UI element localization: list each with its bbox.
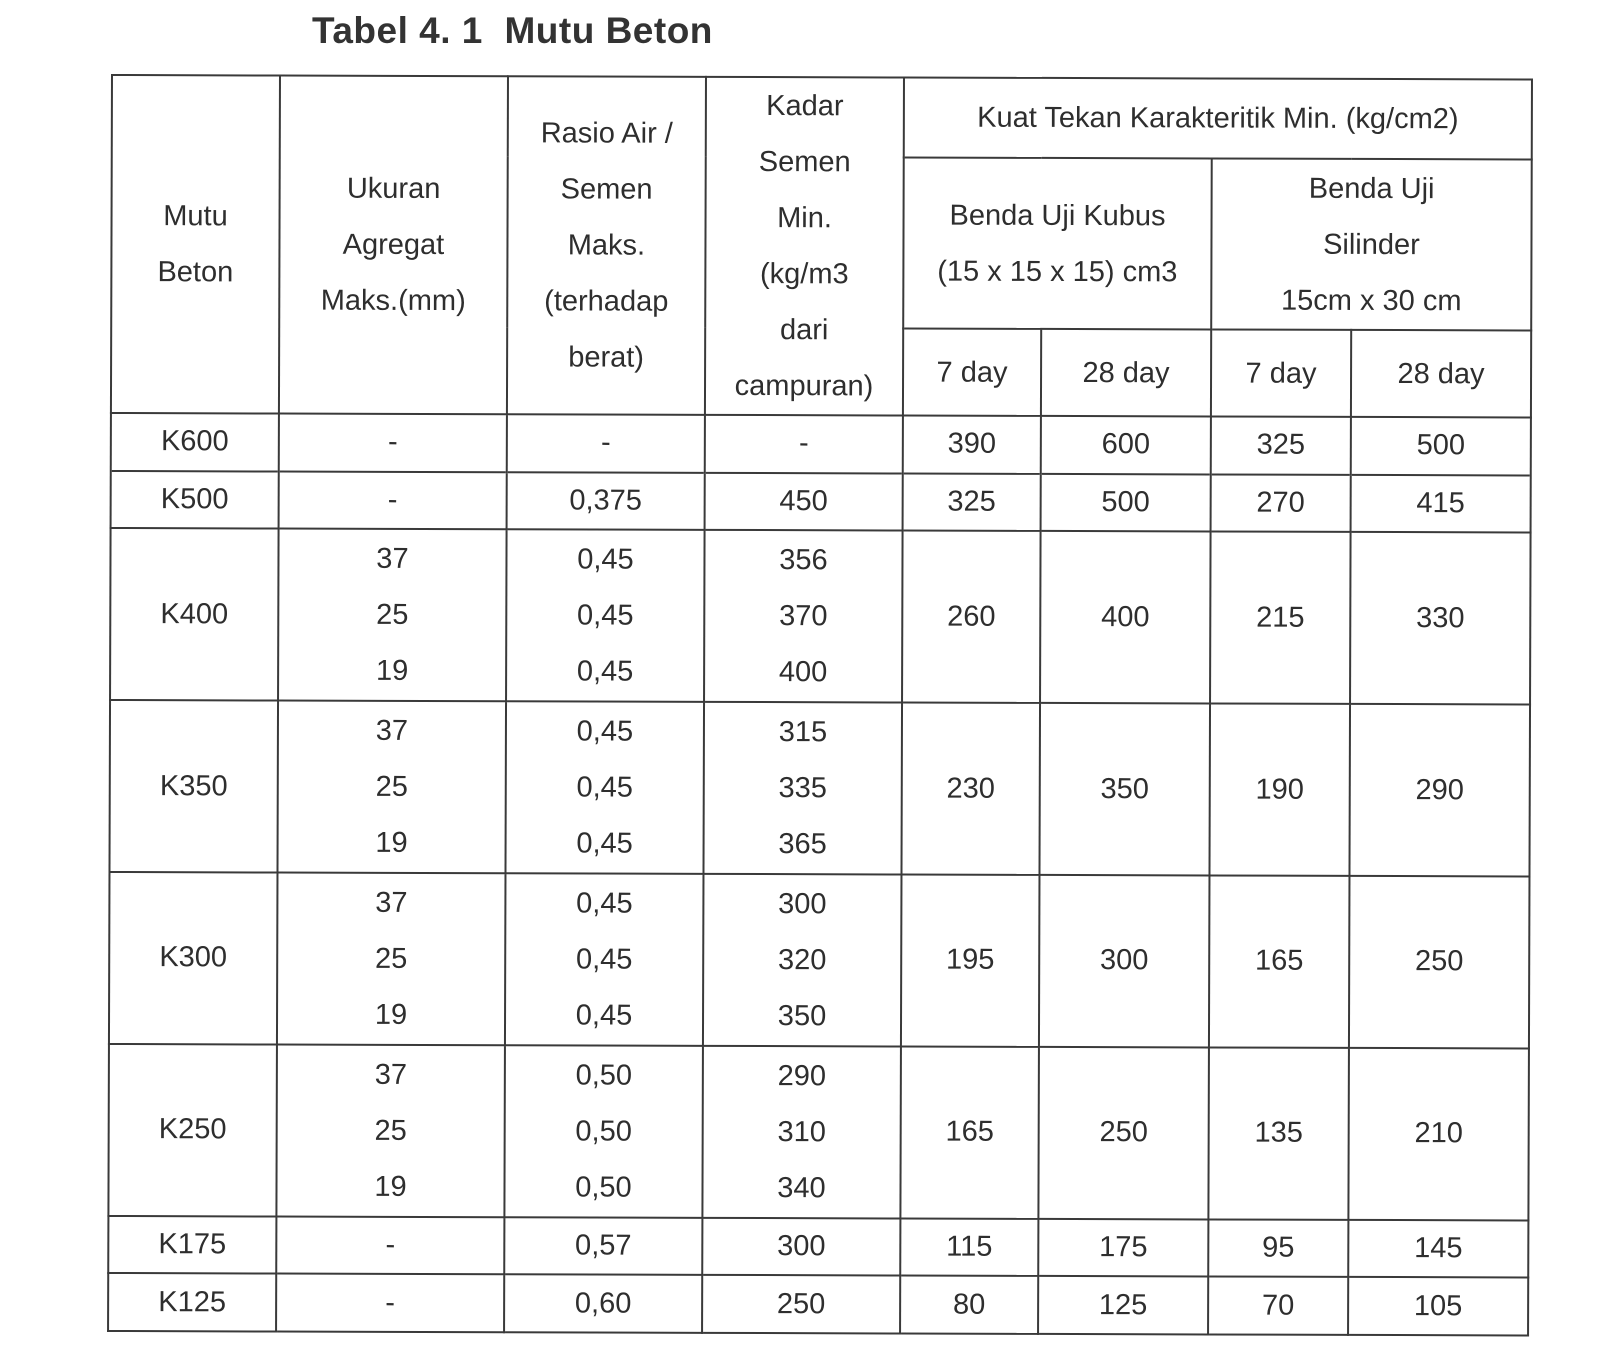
cell-mutu: K250 (108, 1044, 277, 1216)
cell-ukuran (276, 1044, 505, 1217)
header-silinder-7-day: 7 day (1211, 330, 1351, 417)
cell-kubus-7: 115 (900, 1218, 1038, 1276)
header-kadar-line-5: dari (779, 314, 829, 347)
cell-value: 335 (778, 772, 827, 805)
header-silinder-line-3: 15cm x 30 cm (1280, 284, 1462, 318)
cell-mutu: K500 (111, 471, 279, 529)
header-ukuran-agregat-line-1: Ukuran (346, 172, 441, 206)
cell-value: 25 (376, 599, 409, 632)
cell-value: 356 (779, 544, 828, 577)
cell-rasio (506, 529, 705, 701)
cell-value: 400 (778, 656, 828, 689)
header-ukuran-agregat-line-3: Maks.(mm) (320, 284, 466, 318)
cell-silinder-7: 270 (1211, 474, 1351, 532)
cell-mutu: K350 (109, 700, 278, 872)
cell-mutu: K300 (109, 872, 278, 1044)
header-rasio-line-1: Rasio Air / (540, 117, 673, 150)
cell-kubus-28: 400 (1040, 531, 1211, 703)
cell-value: 37 (375, 714, 409, 747)
cell-silinder-28: 500 (1351, 417, 1531, 475)
header-kubus-line-1: Benda Uji Kubus (949, 199, 1166, 233)
cell-value: 0,45 (576, 887, 633, 920)
cell-value: 290 (777, 1059, 827, 1093)
cell-silinder-28: 105 (1348, 1277, 1528, 1335)
cell-value: 370 (779, 600, 828, 633)
header-kubus-line-2: (15 x 15 x 15) cm3 (937, 255, 1178, 289)
cell-value: 315 (778, 716, 828, 749)
cell-ukuran (277, 872, 506, 1045)
cell-rasio (505, 701, 704, 873)
header-mutu-beton (111, 75, 280, 414)
cell-value: 310 (777, 1115, 826, 1149)
cell-kadar (703, 874, 902, 1046)
cell-value: 0,50 (575, 1115, 632, 1148)
cell-silinder-7: 135 (1208, 1047, 1349, 1219)
header-silinder-line-1: Benda Uji (1308, 172, 1435, 206)
cell-value: 365 (778, 828, 827, 861)
header-rasio-line-3: Maks. (567, 229, 646, 262)
header-benda-uji-kubus (903, 158, 1212, 330)
table-row (111, 413, 1531, 475)
cell-silinder-7: 325 (1211, 416, 1351, 474)
cell-value: 25 (374, 1114, 407, 1147)
cell-ukuran (277, 701, 506, 874)
cell-ukuran: - (276, 1274, 504, 1332)
header-kubus-28-day: 28 day (1041, 329, 1211, 416)
cell-silinder-28: 330 (1350, 532, 1531, 704)
cell-silinder-7: 190 (1209, 704, 1350, 876)
header-kadar-semen (705, 77, 904, 416)
cell-ukuran: - (279, 471, 507, 529)
cell-ukuran (278, 529, 507, 702)
header-rasio-line-4: (terhadap (544, 285, 669, 318)
cell-value: 37 (375, 886, 408, 919)
cell-kubus-28: 350 (1039, 703, 1210, 875)
cell-mutu: K125 (108, 1273, 276, 1331)
cell-value: 0,45 (576, 827, 633, 860)
header-kuat-tekan: Kuat Tekan Karakteritik Min. (kg/cm2) (904, 77, 1532, 159)
cell-silinder-28: 290 (1349, 704, 1530, 876)
cell-kubus-7: 390 (903, 415, 1041, 473)
cell-value: 37 (374, 1058, 408, 1091)
header-mutu-beton-line-2: Beton (157, 256, 234, 289)
cell-kadar: - (705, 415, 903, 473)
cell-rasio: 0,375 (507, 472, 705, 530)
cell-value: 0,50 (575, 1059, 633, 1092)
cell-value: 19 (374, 998, 408, 1031)
cell-silinder-28: 210 (1348, 1048, 1529, 1220)
cell-rasio: 0,60 (504, 1275, 702, 1333)
cell-value: 0,45 (576, 715, 634, 748)
cell-value: 19 (374, 1170, 407, 1203)
table-row (108, 1273, 1528, 1335)
table-row (109, 700, 1530, 876)
table-row (111, 471, 1531, 533)
cell-value: 0,50 (575, 1171, 632, 1204)
cell-value: 0,45 (576, 655, 634, 688)
table-row (108, 1044, 1529, 1220)
cell-value: 25 (375, 770, 408, 803)
cell-silinder-28: 145 (1348, 1220, 1528, 1278)
cell-kubus-28: 175 (1038, 1219, 1208, 1277)
cell-value: 340 (777, 1171, 826, 1205)
cell-kubus-28: 500 (1041, 474, 1211, 532)
table-row (108, 1216, 1528, 1278)
cell-value: 37 (376, 543, 409, 576)
cell-value: 0,45 (577, 543, 634, 576)
table-title: Tabel 4. 1 Mutu Beton (312, 10, 713, 51)
mutu-beton-table (107, 74, 1533, 1336)
cell-kubus-7: 195 (901, 874, 1040, 1046)
cell-silinder-28: 250 (1349, 876, 1530, 1048)
cell-value: 0,45 (577, 599, 634, 632)
cell-silinder-7: 95 (1208, 1219, 1348, 1277)
cell-ukuran: - (279, 414, 507, 472)
cell-rasio: 0,57 (504, 1217, 702, 1275)
header-rasio-air-semen (507, 76, 706, 415)
cell-kubus-7: 230 (901, 703, 1040, 875)
header-kadar-line-1: Kadar (766, 90, 844, 123)
cell-value: 0,45 (576, 771, 634, 804)
cell-kadar (702, 1046, 901, 1218)
cell-rasio (504, 1045, 703, 1217)
header-kubus-7-day: 7 day (903, 329, 1041, 416)
cell-value: 0,45 (575, 999, 633, 1032)
cell-kadar: 450 (705, 472, 903, 530)
header-kadar-line-4: (kg/m3 (759, 258, 849, 291)
header-rasio-line-5: berat) (568, 341, 645, 374)
header-benda-uji-silinder (1211, 159, 1532, 331)
header-silinder-28-day: 28 day (1351, 330, 1531, 417)
cell-silinder-7: 215 (1210, 532, 1351, 704)
cell-kubus-7: 165 (900, 1046, 1039, 1218)
cell-mutu: K175 (108, 1216, 276, 1274)
cell-kadar: 300 (702, 1218, 900, 1276)
cell-mutu: K600 (111, 413, 279, 471)
cell-kubus-28: 300 (1039, 875, 1210, 1047)
cell-kubus-7: 80 (900, 1276, 1038, 1334)
cell-value: 350 (777, 999, 827, 1033)
header-rasio-line-2: Semen (560, 173, 653, 206)
cell-value: 25 (375, 942, 408, 975)
cell-rasio (505, 873, 704, 1045)
cell-kadar (703, 702, 902, 874)
header-kadar-line-2: Semen (758, 146, 851, 179)
cell-kubus-28: 250 (1038, 1047, 1209, 1219)
cell-kubus-28: 125 (1038, 1276, 1208, 1334)
cell-silinder-28: 415 (1351, 475, 1531, 533)
cell-value: 19 (375, 826, 408, 859)
cell-value: 19 (375, 655, 409, 688)
cell-kubus-28: 600 (1041, 416, 1211, 474)
header-ukuran-agregat (279, 76, 508, 415)
cell-ukuran: - (276, 1216, 504, 1274)
cell-silinder-7: 165 (1209, 875, 1350, 1047)
cell-kadar (704, 530, 903, 702)
cell-kadar: 250 (702, 1275, 900, 1333)
cell-value: 0,45 (575, 943, 633, 976)
header-ukuran-agregat-line-2: Agregat (342, 228, 445, 262)
header-mutu-beton-line-1: Mutu (163, 200, 228, 233)
cell-mutu: K400 (110, 528, 279, 700)
cell-value: 300 (778, 887, 827, 921)
cell-kubus-7: 325 (903, 473, 1041, 531)
cell-value: 320 (777, 943, 827, 977)
header-silinder-line-2: Silinder (1323, 228, 1420, 262)
cell-silinder-7: 70 (1208, 1277, 1348, 1335)
cell-kubus-7: 260 (902, 531, 1041, 703)
table-row (109, 872, 1530, 1048)
header-kadar-line-6: campuran) (734, 369, 874, 403)
header-kadar-line-3: Min. (777, 202, 832, 235)
table-row (110, 528, 1531, 704)
cell-rasio: - (507, 414, 705, 472)
